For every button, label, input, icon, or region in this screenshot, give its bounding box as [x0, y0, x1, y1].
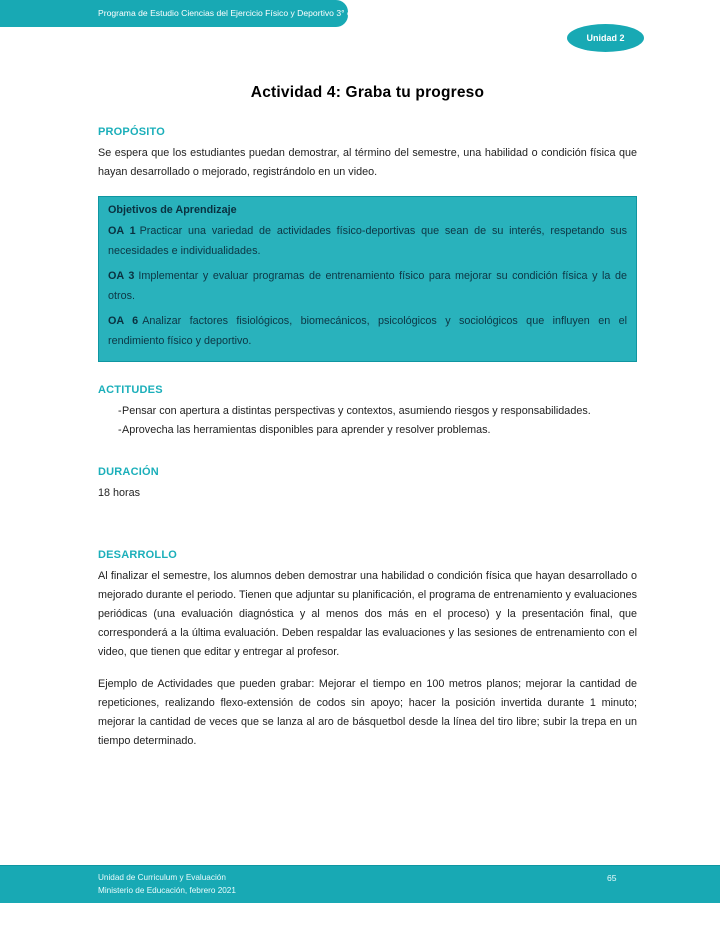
desarrollo-paragraph-2: Ejemplo de Actividades que pueden grabar: Mejorar el tiempo en 100 metros planos; mejorar la cantidad de repeticiones, realizando flexo-extensión de codos sin apoyo; hacer la posición invertida durante 1 minuto; mejorar la cantidad de veces que se lanza al aro de básquetbol desde la línea del tiro libre; subir la trepa en un tiempo determinado.	[98, 678, 637, 747]
header-unit-badge: Unidad 2	[567, 24, 644, 52]
oa-code: OA 1	[108, 225, 136, 237]
proposito-text: Se espera que los estudiantes puedan demostrar, al término del semestre, una habilidad o condición física que hayan desarrollado o mejorado, registrándolo en un video.	[98, 147, 637, 178]
oa-code: OA 3	[108, 270, 135, 282]
duracion-heading: DURACIÓN	[98, 466, 159, 478]
section-duracion	[98, 466, 637, 503]
desarrollo-heading: DESARROLLO	[98, 549, 177, 561]
footer-org-line2: Ministerio de Educación, febrero 2021	[98, 886, 236, 895]
actitudes-heading: ACTITUDES	[98, 384, 163, 396]
content-column	[98, 84, 637, 751]
section-proposito	[98, 126, 637, 182]
oa-text: Implementar y evaluar programas de entrenamiento físico para mejorar su condición física y la de otros.	[108, 270, 627, 302]
footer-org-line1: Unidad de Curriculum y Evaluación	[98, 873, 226, 882]
footer-org-block	[98, 871, 236, 897]
page-number: 65	[607, 873, 617, 883]
objetivos-heading: Objetivos de Aprendizaje	[108, 204, 237, 216]
objetivos-box	[98, 196, 637, 362]
dash-bullet: -	[118, 405, 122, 417]
oa-text: Analizar factores fisiológicos, biomecánicos, psicológicos y sociológicos que influyen en el rendimiento físico y deportivo.	[108, 315, 627, 347]
actitudes-item-1	[98, 402, 637, 421]
proposito-heading: PROPÓSITO	[98, 126, 165, 138]
page-title: Actividad 4: Graba tu progreso	[250, 84, 485, 101]
actitudes-item-text: Pensar con apertura a distintas perspectivas y contextos, asumiendo riesgos y responsabilidades.	[122, 405, 591, 417]
oa-code: OA 6	[108, 315, 139, 327]
oa-item-3	[108, 311, 627, 351]
duracion-value: 18 horas	[98, 487, 141, 499]
dash-bullet: -	[118, 424, 122, 436]
header-program-badge: Programa de Estudio Ciencias del Ejercicio Físico y Deportivo 3° o 4° medio	[0, 0, 348, 27]
oa-item-1	[108, 221, 627, 261]
section-actitudes	[98, 384, 637, 440]
oa-item-2	[108, 266, 627, 306]
section-desarrollo	[98, 549, 637, 751]
oa-text: Practicar una variedad de actividades físico-deportivas que sean de su interés, respetando sus necesidades e individualidades.	[108, 225, 627, 257]
page-footer	[0, 865, 720, 903]
actitudes-item-2	[98, 421, 637, 440]
desarrollo-paragraph-1: Al finalizar el semestre, los alumnos deben demostrar una habilidad o condición física que hayan desarrollado o mejorado durante el periodo. Tienen que adjuntar su planificación, el programa de entrenamiento y evaluaciones periódicas (una evaluación diagnóstica y al menos dos más en el proceso) y la presentación final, que corresponderá a la última evaluación. Deben respaldar las evaluaciones y las sesiones de entrenamiento con el video, que tienen que editar y entregar al profesor.	[98, 570, 637, 658]
actitudes-list	[98, 402, 637, 440]
actitudes-item-text: Aprovecha las herramientas disponibles para aprender y resolver problemas.	[122, 424, 491, 436]
